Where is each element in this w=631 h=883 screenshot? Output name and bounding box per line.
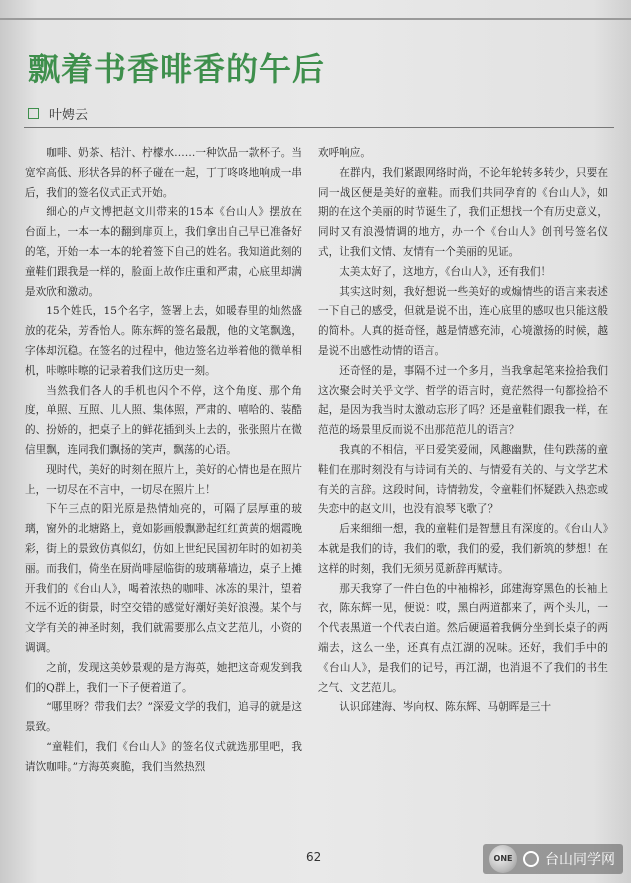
paragraph: 认识邱建海、岑向权、陈东辉、马朝晖是三十 xyxy=(339,701,552,714)
paragraph: 之前，发现这美妙景观的是方海英，她把这奇观发到我们的Q群上，我们一下子便着道了。 xyxy=(25,661,302,694)
paragraph: 细心的卢文博把赵文川带来的15本《台山人》摆放在台面上，一本一本的翻到扉页上，我们拿出自己早已准备好的笔，开始一本一本的轮着签下自己的姓名。我知道此刻的童鞋们跟我是一样的，脸面上故作庄重和严肃，心底里却满是欢欣和激动。 xyxy=(25,206,302,298)
article-title: 飘着书香啡香的午后 xyxy=(28,50,326,88)
watermark-text: 台山同学网 xyxy=(545,852,615,868)
right-column xyxy=(318,144,608,849)
author-byline xyxy=(28,104,88,122)
paragraph: 其实这时刻，我好想说一些美好的或煽情些的语言来表述一下自己的感受，但就是说不出，连心底里的感叹也只能这般的简朴。人真的挺奇怪，越是情感充沛，心境激扬的时候，越是说不出感性动情的语言。 xyxy=(318,285,608,357)
author-divider xyxy=(24,127,614,128)
paragraph: 15个姓氏，15个名字，签署上去，如暖春里的灿然盛放的花朵，芳香怡人。陈东辉的签名最靓，他的文笔飘逸，字体却沉稳。在签名的过程中，他边签名边举着他的微单相机，咔嚓咔嚓的记录着我们这历史一刻。 xyxy=(25,305,302,377)
paragraph: 在群内，我们紧跟网络时尚，不论年轮转多转少，只要在同一战区便是美好的童鞋。而我们共同孕育的《台山人》，如期的在这个美丽的时节诞生了，我们正想找一个有历史意义，同时又有浪漫情调的地方，办一个《台山人》创刊号签名仪式，让我们文情、友情有一个美丽的见证。 xyxy=(318,166,608,258)
paragraph: 太美太好了，这地方，《台山人》，还有我们！ xyxy=(339,265,552,278)
paragraph: 那天我穿了一件白色的中袖棉衫，邱建海穿黑色的长袖上衣，陈东辉一见，便说：哎，黑白两道都来了，两个头儿，一个代表黑道一个代表白道。然后硬逼着我俩分坐到长桌子的两端去，这么一坐，还真有点江湖的况味。还好，我们手中的《台山人》，是我们的记号，再江湖，也消退不了我们的书生之气、文艺范儿。 xyxy=(318,582,608,694)
top-rule xyxy=(0,18,631,20)
paragraph: 后来细细一想，我的童鞋们是智慧且有深度的。《台山人》本就是我们的诗，我们的歌，我们的爱，我们新筑的梦想！在这样的时刻，我们无须另觅新辞再赋诗。 xyxy=(318,523,608,575)
logo-text: ONE xyxy=(493,854,513,863)
site-watermark xyxy=(483,844,623,874)
site-logo-icon xyxy=(489,845,517,873)
ring-icon xyxy=(523,851,539,867)
paragraph: 现时代，美好的时刻在照片上，美好的心情也是在照片上，一切尽在不言中，一切尽在照片上！ xyxy=(25,463,302,496)
left-column xyxy=(25,144,302,849)
paragraph: 当然我们各人的手机也闪个不停，这个角度、那个角度，单照、互照、儿人照、集体照，严肃的、嘻哈的、装酷的、扮娇的，把桌子上的鲜花插到头上去的，张张照片在微信里飘，连同我们飘扬的笑声，飘荡的心语。 xyxy=(25,384,302,456)
square-bullet-icon xyxy=(28,108,39,119)
paragraph-continuation: 欢呼响应。 xyxy=(318,147,371,159)
paragraph: 我真的不相信，平日爱笑爱闹，风趣幽默，佳句跌荡的童鞋们在那时刻没有与诗词有关的、与情爱有关的、与文学艺术有关的言辞。这段时间，诗情勃发，令童鞋们怀疑跌入热恋或失恋中的赵文川，也没有浪琴飞歌了？ xyxy=(318,443,608,516)
paragraph: “童鞋们，我们《台山人》的签名仪式就选那里吧，我请饮咖啡。”方海英爽脆，我们当然热烈 xyxy=(25,740,302,773)
paragraph: 咖啡、奶茶、桔汁、柠檬水……一种饮品一款杯子。当宽窄高低、形状各异的杯子碰在一起，丁丁咚咚地响成一串后，我们的签名仪式正式开始。 xyxy=(25,147,302,199)
paragraph: 下午三点的阳光原是热情灿亮的，可隔了层厚重的玻璃，窗外的北塘路上，竟如影画般飘渺起红红黄黄的烟霞晚彩，街上的景致仿真似幻，仿如上世纪民国初年时的如初美丽。而我们，倚坐在厨尚啡屋临街的玻璃幕墙边，桌子上摊开我们的《台山人》，喝着浓热的咖啡、冰冻的果汁，望着不远不近的街景，时空交错的感觉好潮好美好浪漫。某个与文学有关的神圣时刻，我们就需要那么点文艺范儿，小资的调调。 xyxy=(25,503,302,654)
paragraph: 还奇怪的是，事隔不过一个多月，当我拿起笔来捡拾我们这次聚会时关乎文学、哲学的语言时，竟茫然得一句都捡拾不起，是因为我当时太激动忘形了吗？还是童鞋们跟我一样，在范范的场景里反而说不出那范范儿的语言？ xyxy=(318,364,608,437)
paragraph: “哪里呀？带我们去？”深爱文学的我们，追寻的就是这景致。 xyxy=(25,701,302,734)
author-name: 叶娉云 xyxy=(49,107,89,123)
page-number: 62 xyxy=(306,850,322,864)
